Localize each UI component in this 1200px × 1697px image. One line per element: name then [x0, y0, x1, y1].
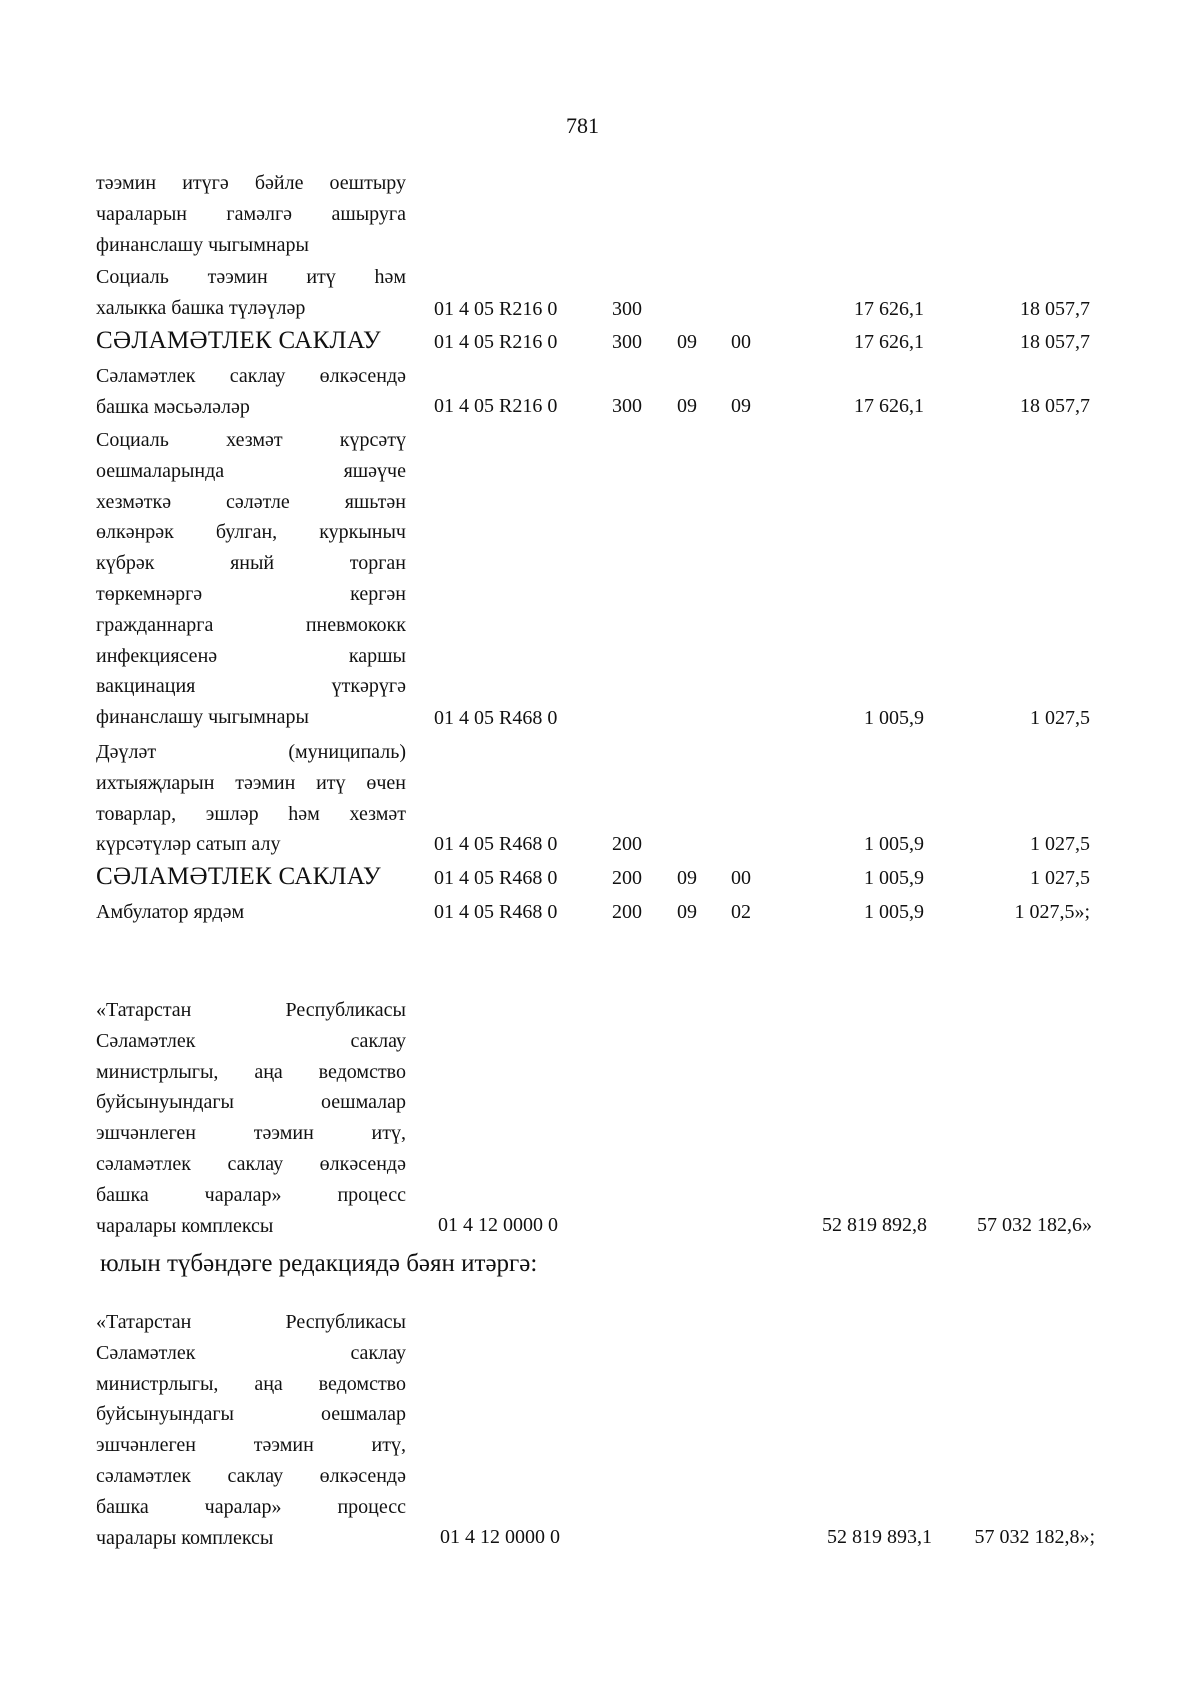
- block-name-line: «Татарстан Республикасы: [96, 999, 406, 1021]
- row-rt: 200: [612, 867, 642, 889]
- row-name-0: [96, 168, 406, 260]
- row-value-1: 17 626,1: [854, 395, 924, 417]
- row-code: 01 4 05 R468 0: [434, 707, 558, 729]
- row-name-line: Сәламәтлек саклау өлкәсендә: [96, 365, 406, 387]
- row-name-line: СӘЛАМӘТЛЕК САКЛАУ: [96, 863, 381, 890]
- row-name-5: [96, 737, 406, 860]
- block-name-line: министрлыгы, аңа ведомство: [96, 1372, 406, 1395]
- row-name-line: төркемнәргә кергән: [96, 582, 406, 605]
- row-name-line: инфекциясенә каршы: [96, 644, 406, 667]
- row-name-line: финанслашу чыгымнары: [96, 233, 309, 256]
- row-code: 01 4 05 R216 0: [434, 395, 558, 417]
- block-name-line: буйсынуындагы оешмалар: [96, 1403, 406, 1426]
- row-ch: 09: [677, 901, 697, 923]
- row-name-line: хезмәткә сәләтле яшьтән: [96, 490, 406, 513]
- row-name-line: халыкка башка түләүләр: [96, 296, 306, 319]
- block-name-line: чаралары комплексы: [96, 1526, 274, 1549]
- block-name-line: башка чаралар» процесс: [96, 1183, 406, 1206]
- old-block-value-2: 57 032 182,6»: [977, 1214, 1092, 1236]
- row-name-6: [96, 862, 406, 893]
- row-name-line: башка мәсьәләләр: [96, 395, 250, 418]
- row-name-line: финанслашу чыгымнары: [96, 706, 309, 729]
- row-name-1: [96, 262, 406, 324]
- row-rt: 300: [612, 395, 642, 417]
- row-ch: 09: [677, 395, 697, 417]
- old-block-name: [96, 995, 406, 1241]
- row-name-2: [96, 326, 406, 357]
- row-value-1: 1 005,9: [864, 833, 924, 855]
- row-code: 01 4 05 R468 0: [434, 833, 558, 855]
- row-rt: 300: [612, 298, 642, 320]
- new-block-name: [96, 1307, 406, 1553]
- block-name-line: Сәламәтлек саклау: [96, 1341, 406, 1364]
- row-name-line: товарлар, эшләр һәм хезмәт: [96, 802, 406, 825]
- row-name-line: гражданнарга пневмококк: [96, 613, 406, 636]
- row-rt: 200: [612, 901, 642, 923]
- block-name-line: министрлыгы, аңа ведомство: [96, 1060, 406, 1083]
- row-value-1: 1 005,9: [864, 901, 924, 923]
- row-name-4: [96, 425, 406, 733]
- row-value-1: 17 626,1: [854, 298, 924, 320]
- block-name-line: чаралары комплексы: [96, 1214, 274, 1237]
- row-ch: 09: [677, 331, 697, 353]
- row-name-3: [96, 361, 406, 423]
- old-block-code: 01 4 12 0000 0: [438, 1214, 558, 1236]
- row-value-2: 1 027,5: [1030, 867, 1090, 889]
- row-value-2: 1 027,5»;: [1014, 901, 1090, 923]
- row-value-1: 17 626,1: [854, 331, 924, 353]
- row-name-line: ихтыяҗларын тәэмин итү өчен: [96, 771, 406, 794]
- row-name-7: [96, 897, 406, 928]
- row-name-line: чараларын гамәлгә ашыруга: [96, 202, 406, 225]
- row-sub: 00: [731, 331, 751, 353]
- block-name-line: эшчәнлеген тәэмин итү,: [96, 1122, 406, 1145]
- row-value-2: 18 057,7: [1020, 331, 1090, 353]
- block-name-line: буйсынуындагы оешмалар: [96, 1091, 406, 1114]
- row-name-line: СӘЛАМӘТЛЕК САКЛАУ: [96, 327, 381, 354]
- row-code: 01 4 05 R216 0: [434, 298, 558, 320]
- row-name-line: Дәүләт (муниципаль): [96, 741, 406, 763]
- row-name-line: оешмаларында яшәүче: [96, 459, 406, 482]
- row-name-line: тәэмин итүгә бәйле оештыру: [96, 172, 406, 194]
- block-name-line: сәламәтлек саклау өлкәсендә: [96, 1152, 406, 1175]
- row-name-line: күрсәтүләр сатып алу: [96, 833, 281, 856]
- row-value-2: 18 057,7: [1020, 395, 1090, 417]
- block-name-line: эшчәнлеген тәэмин итү,: [96, 1434, 406, 1457]
- page-number: 781: [566, 113, 599, 138]
- row-sub: 09: [731, 395, 751, 417]
- new-block-value-2: 57 032 182,8»;: [974, 1526, 1095, 1548]
- row-name-line: өлкәнрәк булган, куркыныч: [96, 521, 406, 544]
- row-name-line: вакцинация үткәрүгә: [96, 675, 406, 698]
- block-name-line: Сәламәтлек саклау: [96, 1029, 406, 1052]
- row-value-2: 1 027,5: [1030, 707, 1090, 729]
- row-code: 01 4 05 R468 0: [434, 867, 558, 889]
- row-code: 01 4 05 R468 0: [434, 901, 558, 923]
- new-block-code: 01 4 12 0000 0: [440, 1526, 560, 1548]
- row-ch: 09: [677, 867, 697, 889]
- new-block-value-1: 52 819 893,1: [827, 1526, 932, 1548]
- block-name-line: сәламәтлек саклау өлкәсендә: [96, 1464, 406, 1487]
- row-value-2: 18 057,7: [1020, 298, 1090, 320]
- block-name-line: «Татарстан Республикасы: [96, 1311, 406, 1333]
- row-sub: 02: [731, 901, 751, 923]
- row-name-line: Социаль тәэмин итү һәм: [96, 266, 406, 288]
- row-value-2: 1 027,5: [1030, 833, 1090, 855]
- row-name-line: күбрәк яный торган: [96, 552, 406, 575]
- row-name-line: Социаль хезмәт күрсәтү: [96, 429, 406, 451]
- old-block-value-1: 52 819 892,8: [822, 1214, 927, 1236]
- block-name-line: башка чаралар» процесс: [96, 1495, 406, 1518]
- row-value-1: 1 005,9: [864, 867, 924, 889]
- row-rt: 300: [612, 331, 642, 353]
- row-code: 01 4 05 R216 0: [434, 331, 558, 353]
- row-sub: 00: [731, 867, 751, 889]
- instruction-sentence: юлын түбәндәге редакциядә бәян итәргә:: [100, 1250, 538, 1277]
- row-rt: 200: [612, 833, 642, 855]
- row-name-line: Амбулатор ярдәм: [96, 901, 245, 923]
- row-value-1: 1 005,9: [864, 707, 924, 729]
